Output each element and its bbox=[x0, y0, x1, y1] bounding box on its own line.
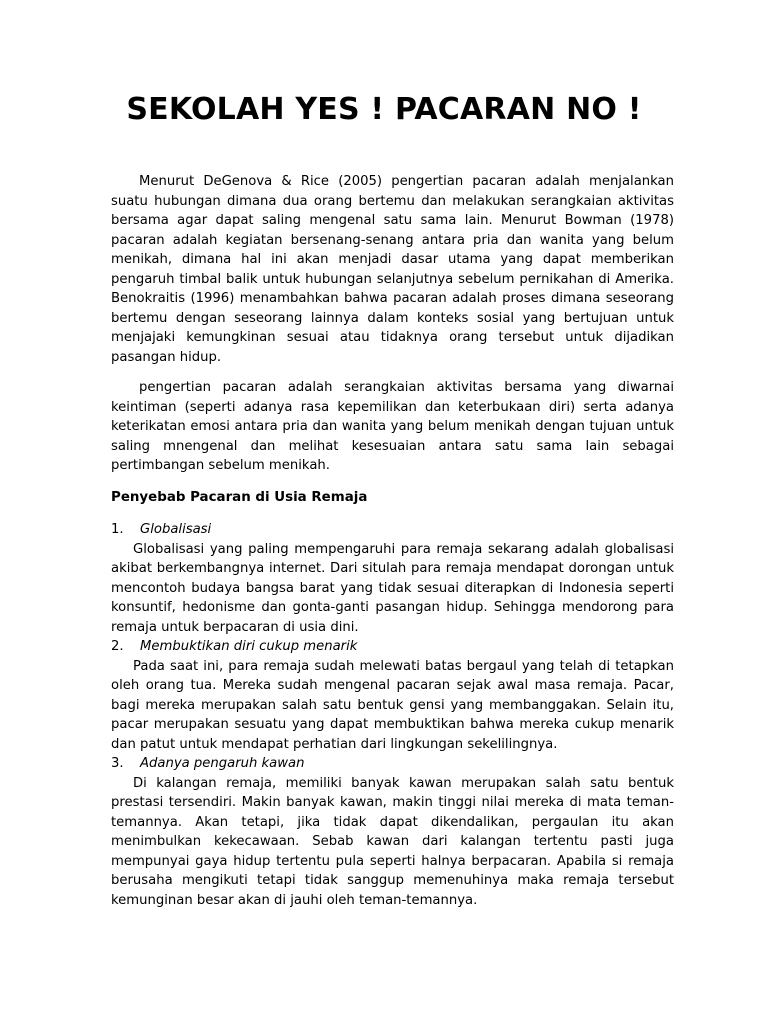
list-item-body: Pada saat ini, para remaja sudah melewati batas bergaul yang telah di tetapkan oleh orang tua. Mereka sudah mengenal pacaran sejak awal masa remaja. Pacar, bagi mereka merupakan salah satu bentuk gensi yang membanggakan. Selain itu, pacar merupakan sesuatu yang dapat membuktikan bahwa mereka cukup menarik dan patut untuk mendapat perhatian dari lingkungan sekelilingnya. bbox=[111, 658, 674, 752]
list-item-title: Adanya pengaruh kawan bbox=[140, 756, 305, 771]
document-body bbox=[111, 172, 674, 910]
list-item bbox=[111, 520, 674, 637]
list-item bbox=[111, 637, 674, 754]
document-title: SEKOLAH YES ! PACARAN NO ! bbox=[126, 92, 642, 127]
paragraph-definition-1: Menurut DeGenova & Rice (2005) pengertian pacaran adalah menjalankan suatu hubungan dimana dua orang bertemu dan melakukan serangkaian aktivitas bersama agar dapat saling mengenal satu sama lain. Menurut Bowman (1978) pacaran adalah kegiatan bersenang-senang antara pria dan wanita yang belum menikah, dimana hal ini akan menjadi dasar utama yang dapat memberikan pengaruh timbal balik untuk hubungan selanjutnya sebelum pernikahan di Amerika. Benokraitis (1996) menambahkan bahwa pacaran adalah proses dimana seseorang bertemu dengan seseorang lainnya dalam konteks sosial yang bertujuan untuk menjajaki kemungkinan sesuai atau tidaknya orang tersebut untuk dijadikan pasangan hidup. bbox=[111, 174, 674, 365]
list-item-heading bbox=[111, 754, 674, 774]
causes-list bbox=[111, 520, 674, 910]
list-item-title: Globalisasi bbox=[140, 522, 212, 537]
list-item-number: 3. bbox=[111, 756, 124, 771]
list-item-title: Membuktikan diri cukup menarik bbox=[140, 639, 358, 654]
section-heading: Penyebab Pacaran di Usia Remaja bbox=[111, 489, 368, 505]
list-item-number: 1. bbox=[111, 522, 124, 537]
list-item-body: Di kalangan remaja, memiliki banyak kawan merupakan salah satu bentuk prestasi tersendiri. Makin banyak kawan, makin tinggi nilai mereka di mata teman-temannya. Akan tetapi, jika tidak dapat dikendalikan, pergaulan itu akan menimbulkan kekecawaan. Sebab kawan dari kalangan tertentu pasti juga mempunyai gaya hidup tertentu pula seperti halnya berpacaran. Apabila si remaja berusaha mengikuti tetapi tidak sanggup memenuhinya maka remaja tersebut kemunginan besar akan di jauhi oleh teman-temannya. bbox=[111, 775, 674, 908]
paragraph-definition-2: pengertian pacaran adalah serangkaian aktivitas bersama yang diwarnai keintiman (seperti adanya rasa kepemilikan dan keterbukaan diri) serta adanya keterikatan emosi antara pria dan wanita yang belum menikah dengan tujuan untuk saling mnengenal dan melihat kesesuaian antara satu sama lain sebagai pertimbangan sebelum menikah. bbox=[111, 380, 674, 473]
list-item-number: 2. bbox=[111, 639, 124, 654]
list-item-heading bbox=[111, 637, 674, 657]
list-item-heading bbox=[111, 520, 674, 540]
list-item bbox=[111, 754, 674, 910]
list-item-body: Globalisasi yang paling mempengaruhi para remaja sekarang adalah globalisasi akibat berkembangnya internet. Dari situlah para remaja mendapat dorongan untuk mencontoh budaya bangsa barat yang tidak sesuai diterapkan di Indonesia seperti konsuntif, hedonisme dan gonta-ganti pasangan hidup. Sehingga mendorong para remaja untuk berpacaran di usia dini. bbox=[111, 541, 674, 635]
